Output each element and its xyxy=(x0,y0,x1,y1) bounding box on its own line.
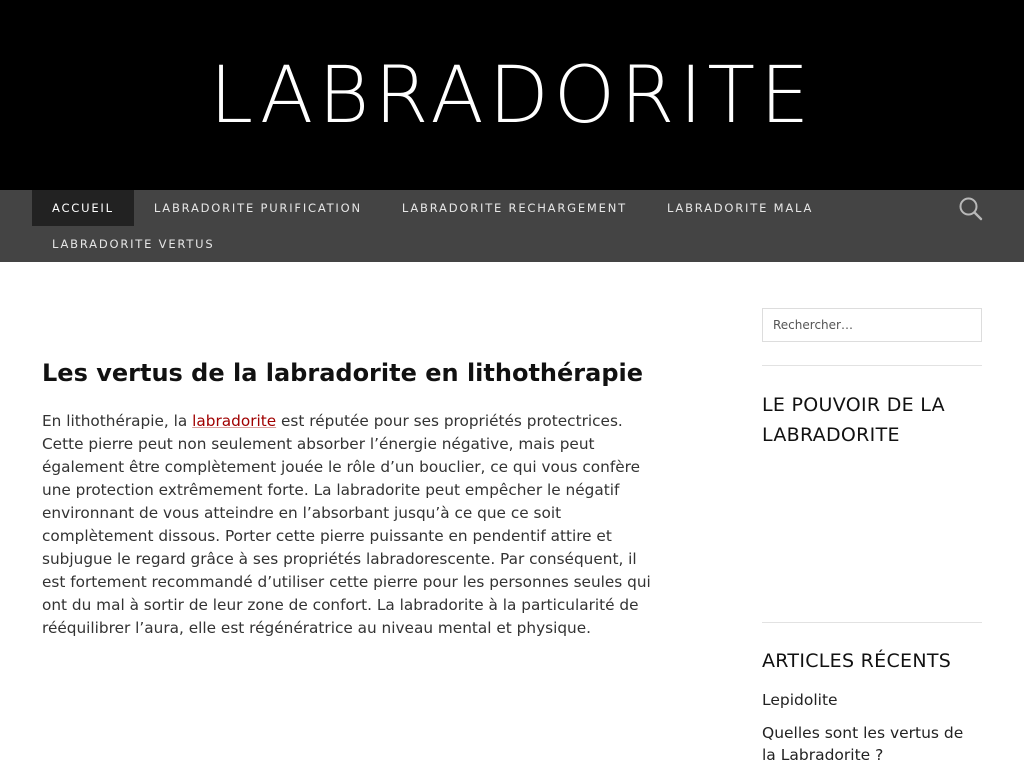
widget-title-pouvoir: LE POUVOIR DE LA LABRADORITE xyxy=(762,394,945,446)
recent-post-item[interactable]: Quelles sont les vertus de la Labradorite ? xyxy=(762,724,964,764)
nav-item-labradorite-mala[interactable]: LABRADORITE MALA xyxy=(666,201,814,215)
nav-item-accueil[interactable]: ACCUEIL xyxy=(32,190,134,226)
site-header xyxy=(0,0,1024,190)
search-icon[interactable] xyxy=(958,196,984,222)
recent-posts-list xyxy=(762,689,982,766)
sidebar xyxy=(762,308,982,766)
article-intro-text: En lithothérapie, la xyxy=(42,412,193,430)
sidebar-divider xyxy=(762,365,982,366)
nav-item-labradorite-rechargement[interactable]: LABRADORITE RECHARGEMENT xyxy=(401,201,627,215)
main-content xyxy=(42,356,664,640)
search-input[interactable] xyxy=(762,308,982,342)
recent-post-item[interactable]: Lepidolite xyxy=(762,691,838,709)
main-navigation xyxy=(0,190,1024,262)
sidebar-divider xyxy=(762,622,982,623)
article-body-text: est réputée pour ses propriétés protectrices. Cette pierre peut non seulement absorber l’énergie négative, mais peut également être complètement jouée le rôle d’un bouclier, ce qui vous confère une protection extrêmement forte. La labradorite peut empêcher le négatif environnant de vous atteindre en l’absorbant jusqu’à ce que ce soit complètement dissous. Porter cette pierre puissante en pendentif attire et subjugue le regard grâce à ses propriétés labradorescente. Par conséquent, il est fortement recommandé d’utiliser cette pierre pour les personnes seules qui ont du mal à sortir de leur zone de confort. La labradorite à la particularité de rééquilibrer l’aura, elle est régénératrice au niveau mental et physique. xyxy=(42,412,651,637)
site-title[interactable]: LABRADORITE xyxy=(209,51,815,141)
recent-posts-title: ARTICLES RÉCENTS xyxy=(762,650,952,672)
nav-item-labradorite-purification[interactable]: LABRADORITE PURIFICATION xyxy=(153,201,362,215)
article-title[interactable]: Les vertus de la labradorite en lithothérapie xyxy=(42,359,643,387)
nav-item-labradorite-vertus[interactable]: LABRADORITE VERTUS xyxy=(52,237,215,251)
article xyxy=(42,356,664,640)
nav-menu xyxy=(32,190,932,262)
labradorite-link[interactable]: labradorite xyxy=(192,412,277,430)
article-body xyxy=(42,410,664,640)
